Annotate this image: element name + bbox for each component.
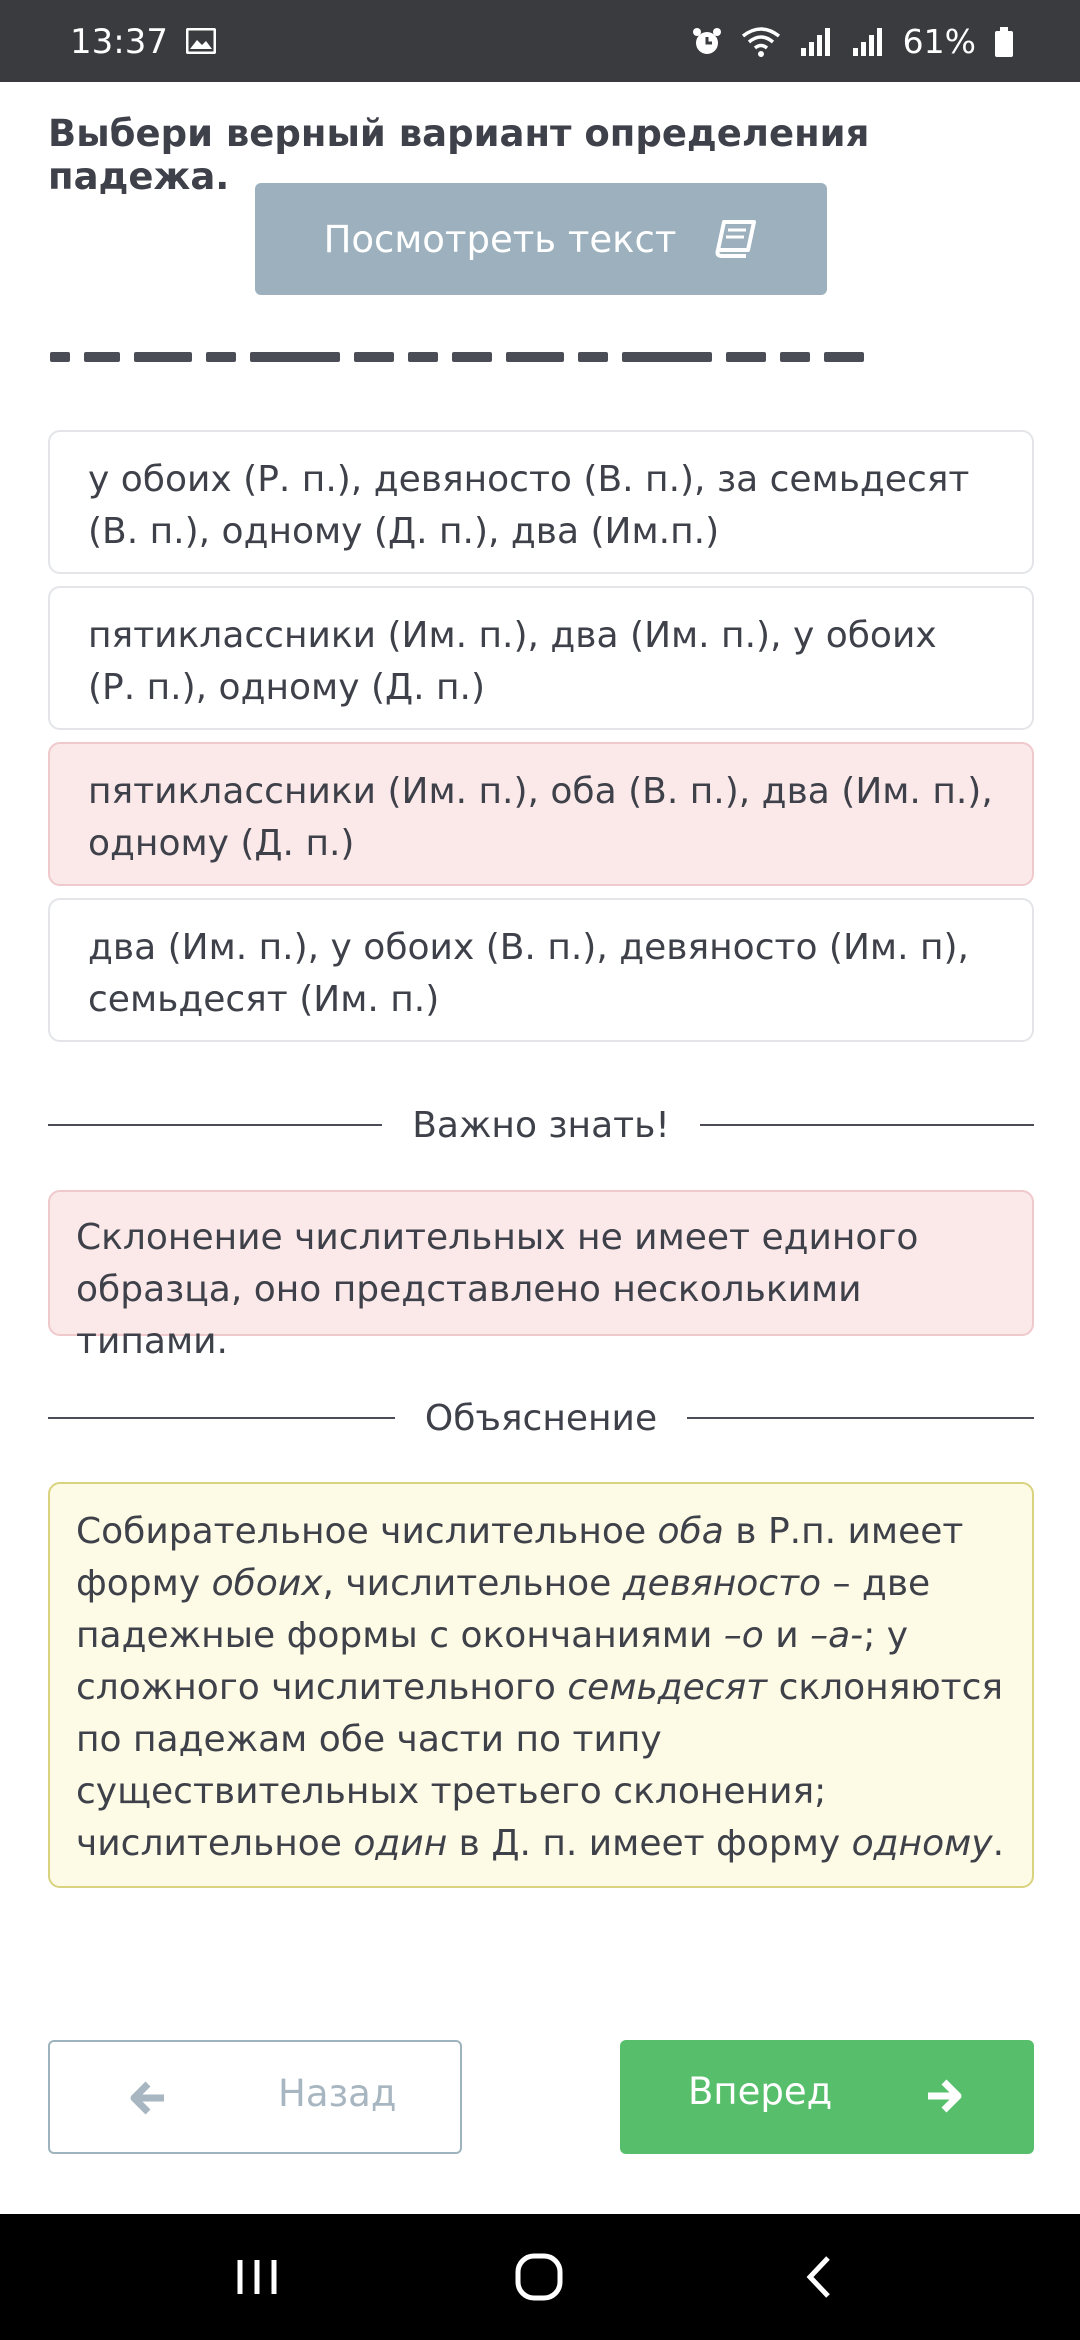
explanation-part: – две падежные формы с окончаниями [76,1563,931,1656]
status-time: 13:37 [70,22,168,62]
alarm-icon [691,26,723,58]
explanation-term: девяносто [622,1563,822,1604]
explanation-part: в Д. п. имеет форму [447,1823,852,1864]
back-label: Назад [278,2072,397,2115]
explanation-term: семьдесят [567,1667,768,1708]
answer-option-selected[interactable] [48,742,1034,886]
answer-option-text: два (Им. п.), у обоих (В. п.), девяносто (Им. п), семьдесят (Им. п.) [88,927,969,1020]
explanation-part: в Р.п. имеет форму [76,1511,964,1604]
wifi-icon [741,26,781,58]
battery-percent: 61% [902,22,976,61]
answer-option-text: у обоих (Р. п.), девяносто (В. п.), за семьдесят (В. п.), одному (Д. п.), два (Им.п.) [88,459,970,552]
back-nav-icon[interactable] [796,2252,846,2302]
view-text-button[interactable] [255,183,827,295]
explanation-part: склоняются по падежам обе части по типу существительных третьего склонения; числительное [76,1667,1004,1864]
important-heading: Важно знать! [412,1104,670,1146]
question-title: Выбери верный вариант определения падежа. [48,112,870,198]
important-note [48,1190,1034,1362]
explanation-term: –о [723,1615,764,1656]
explanation-divider [48,1393,1034,1443]
status-bar [0,0,1080,82]
explanation-term: обоих [211,1563,323,1604]
recent-apps-icon[interactable] [232,2252,282,2302]
forward-label: Вперед [688,2070,833,2113]
back-button[interactable] [48,2040,462,2154]
system-nav-bar [0,2214,1080,2340]
explanation-term: одному [851,1823,993,1864]
explanation-term: один [353,1823,448,1864]
book-icon [714,219,758,259]
important-text: Склонение числительных не имеет единого образца, оно представлено несколькими типами. [76,1217,919,1362]
answer-option[interactable] [48,586,1034,730]
explanation-part: ; у сложного числительного [76,1615,909,1708]
divider-line [48,1417,395,1419]
arrow-right-icon [924,2076,964,2116]
answer-option[interactable] [48,430,1034,574]
explanation-box [48,1482,1034,1888]
explanation-term: –а- [810,1615,864,1656]
cropped-text-line [50,352,1036,366]
view-text-label: Посмотреть текст [323,217,677,261]
explanation-term: оба [657,1511,724,1552]
answer-option-text: пятиклассники (Им. п.), оба (В. п.), два (Им. п.), одному (Д. п.) [88,771,993,864]
gallery-icon [186,28,216,54]
signal-icon [799,26,833,58]
status-icons [691,22,1014,61]
divider-line [700,1124,1034,1126]
signal-icon [851,26,885,58]
explanation-part: и [763,1615,811,1656]
explanation-part: . [992,1823,1005,1864]
explanation-text [76,1511,1004,1864]
arrow-left-icon [128,2078,168,2118]
answer-option[interactable] [48,898,1034,1042]
home-icon[interactable] [514,2252,564,2302]
explanation-part: Собирательное числительное [76,1511,658,1552]
divider-line [687,1417,1034,1419]
divider-line [48,1124,382,1126]
answer-option-text: пятиклассники (Им. п.), два (Им. п.), у обоих (Р. п.), одному (Д. п.) [88,615,937,708]
important-divider [48,1100,1034,1150]
battery-icon [994,27,1014,57]
explanation-part: , числительное [322,1563,623,1604]
explanation-heading: Объяснение [424,1397,658,1439]
forward-button[interactable] [620,2040,1034,2154]
